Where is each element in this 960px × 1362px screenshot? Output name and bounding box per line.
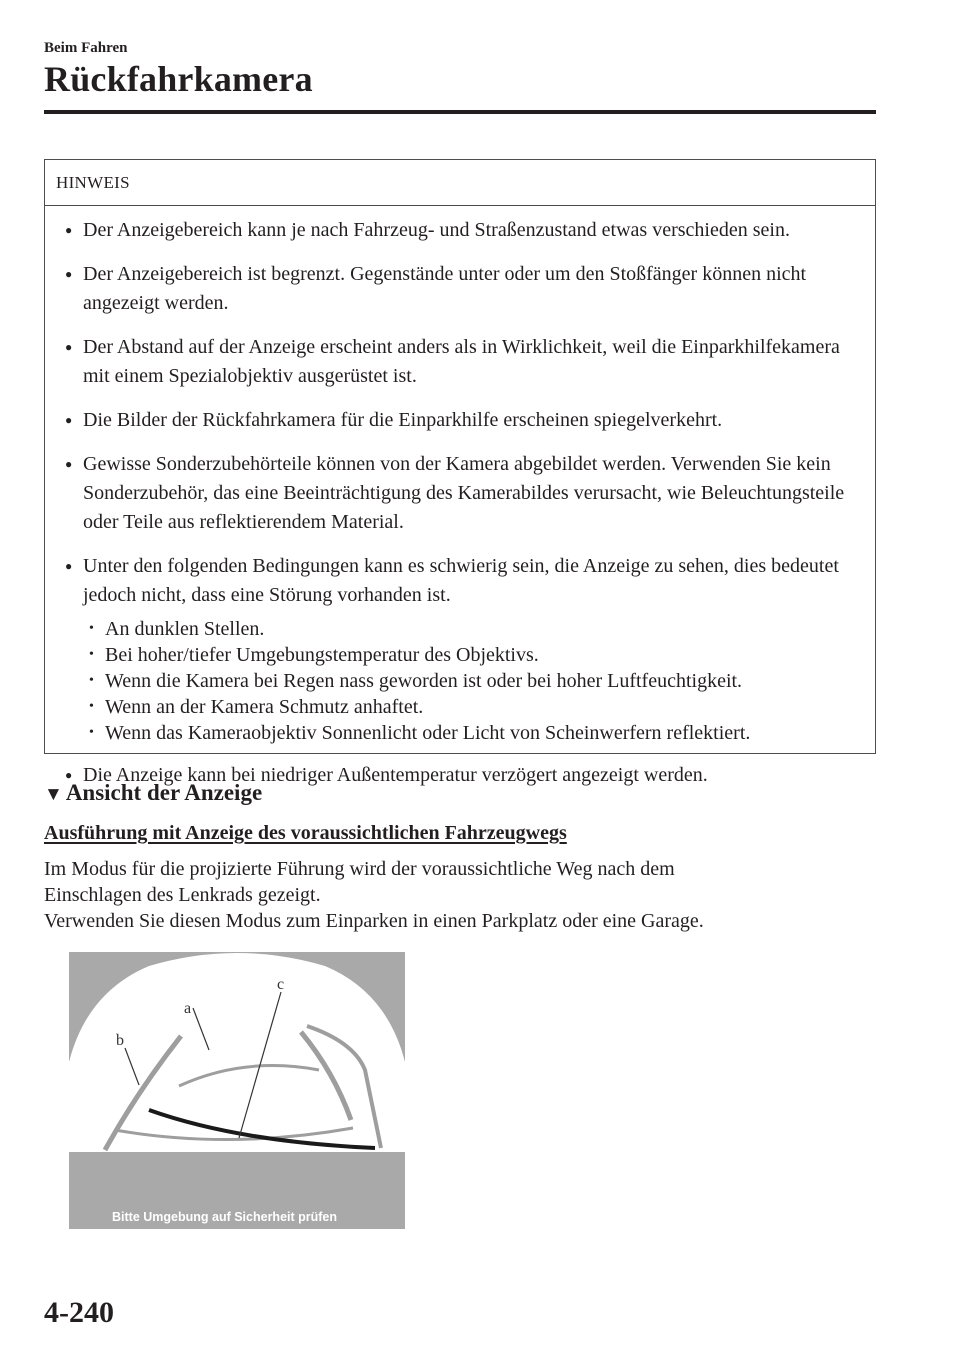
section-label: Beim Fahren xyxy=(44,40,128,56)
title-divider xyxy=(44,110,876,114)
section-heading-text: Ansicht der Anzeige xyxy=(65,780,263,805)
label-b: b xyxy=(116,1032,124,1049)
note-item: ● Die Anzeige kann bei niedriger Außentemperatur verzögert angezeigt werden. xyxy=(65,761,859,790)
paragraph-line: Verwenden Sie diesen Modus zum Einparken in einen Parkplatz oder eine Garage. xyxy=(44,910,704,932)
note-heading: HINWEIS xyxy=(45,160,875,206)
note-item: ● Der Anzeigebereich ist begrenzt. Gegenstände unter oder um den Stoßfänger können nicht angezeigt werden. xyxy=(65,260,859,318)
note-item: ● Die Bilder der Rückfahrkamera für die Einparkhilfe erscheinen spiegelverkehrt. xyxy=(65,406,859,435)
note-box xyxy=(44,159,876,786)
triangle-icon: ▼ xyxy=(44,784,63,805)
label-a: a xyxy=(184,1000,192,1017)
body-paragraph xyxy=(44,856,884,934)
note-sub-item: • Wenn die Kamera bei Regen nass geworden ist oder bei hoher Luftfeuchtigkeit. xyxy=(89,668,859,694)
label-c: c xyxy=(277,976,285,993)
section-heading xyxy=(44,780,262,806)
note-item: ● Der Abstand auf der Anzeige erscheint anders als in Wirklichkeit, weil die Einparkhilfekamera mit einem Spezialobjektiv ausgerüstet ist. xyxy=(65,333,859,391)
safety-caption: Bitte Umgebung auf Sicherheit prüfen xyxy=(112,1210,338,1224)
note-item-text: Unter den folgenden Bedingungen kann es schwierig sein, die Anzeige zu sehen, dies bedeutet jedoch nicht, dass eine Störung vorhanden ist. xyxy=(83,555,839,606)
page-number: 4-240 xyxy=(44,1296,114,1329)
note-item xyxy=(65,552,859,746)
paragraph-line: Einschlagen des Lenkrads gezeigt. xyxy=(44,884,321,906)
note-sub-list xyxy=(83,610,859,746)
note-sub-item: • An dunklen Stellen. xyxy=(89,616,859,642)
note-item: ● Der Anzeigebereich kann je nach Fahrzeug- und Straßenzustand etwas verschieden sein. xyxy=(65,216,859,245)
note-sub-item: • Wenn das Kameraobjektiv Sonnenlicht oder Licht von Scheinwerfern reflektiert. xyxy=(89,720,859,746)
note-sub-item: • Bei hoher/tiefer Umgebungstemperatur des Objektivs. xyxy=(89,642,859,668)
paragraph-line: Im Modus für die projizierte Führung wird der voraussichtliche Weg nach dem xyxy=(44,858,675,880)
page-title: Rückfahrkamera xyxy=(44,59,313,99)
note-list xyxy=(45,206,875,790)
camera-display-figure xyxy=(69,952,405,1229)
note-sub-item: • Wenn an der Kamera Schmutz anhaftet. xyxy=(89,694,859,720)
note-item: ● Gewisse Sonderzubehörteile können von der Kamera abgebildet werden. Verwenden Sie kein Sonderzubehör, das eine Beeinträchtigung des Kamerabildes verursacht, wie Beleuchtungsteile oder Teile aus reflektierendem Material. xyxy=(65,450,859,537)
variant-heading: Ausführung mit Anzeige des voraussichtlichen Fahrzeugwegs xyxy=(44,822,567,844)
